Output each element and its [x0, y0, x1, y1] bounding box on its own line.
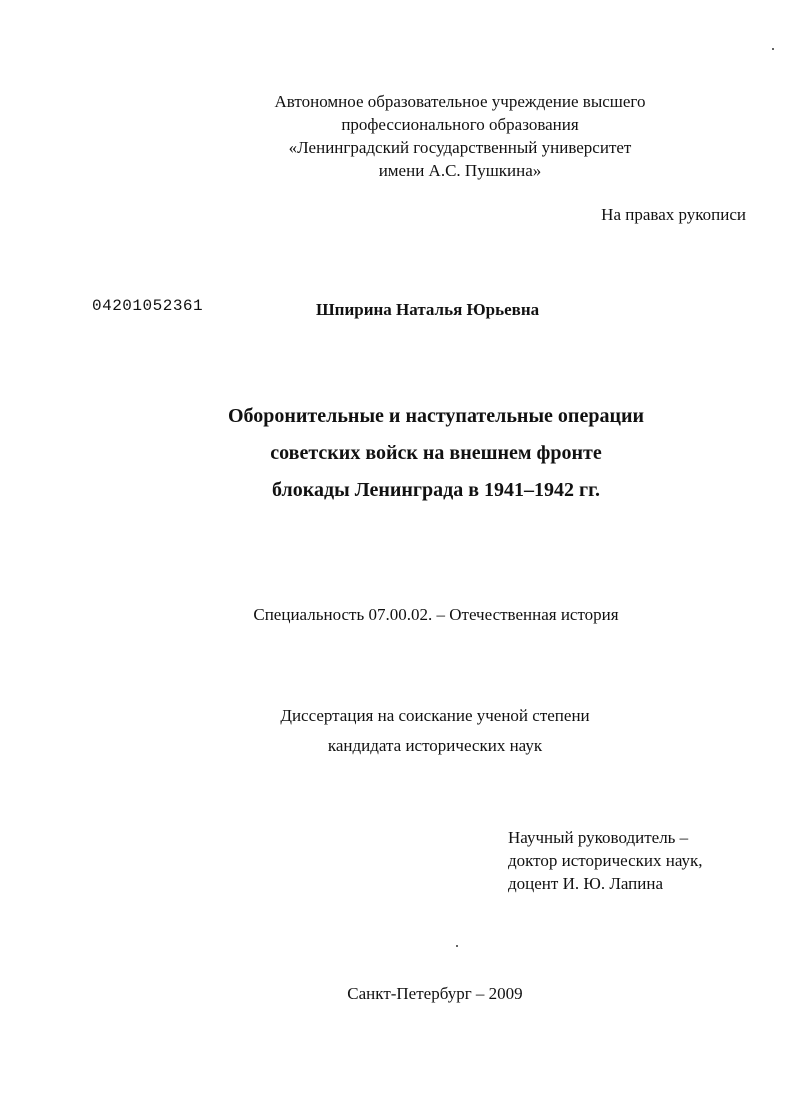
institution-header — [200, 90, 720, 182]
supervisor-line: доцент И. Ю. Лапина — [508, 874, 664, 893]
author-name: Шпирина Наталья Юрьевна — [316, 300, 540, 319]
degree-line: кандидата исторических наук — [327, 736, 543, 755]
institution-line: Автономное образовательное учреждение высшего — [274, 92, 646, 111]
inventory-number: 04201052361 — [92, 297, 204, 315]
specialty: Специальность 07.00.02. – Отечественная история — [253, 605, 619, 624]
place-and-year: Санкт-Петербург – 2009 — [347, 984, 523, 1003]
dissertation-title — [136, 398, 736, 509]
supervisor-block — [508, 826, 703, 895]
degree-line: Диссертация на соискание ученой степени — [280, 706, 590, 725]
institution-line: имени А.С. Пушкина» — [378, 161, 542, 180]
title-line: советских войск на внешнем фронте — [270, 442, 602, 464]
institution-line: профессионального образования — [341, 115, 579, 134]
supervisor-line: доктор исторических наук, — [508, 851, 703, 870]
manuscript-note: На правах рукописи — [601, 205, 746, 224]
scan-speck — [772, 48, 774, 50]
title-line: блокады Ленинграда в 1941–1942 гг. — [272, 479, 600, 501]
degree-statement — [170, 701, 700, 761]
scan-speck — [456, 945, 458, 947]
institution-line: «Ленинградский государственный университет — [288, 138, 632, 157]
supervisor-line: Научный руководитель – — [508, 828, 689, 847]
title-line: Оборонительные и наступательные операции — [227, 405, 645, 427]
